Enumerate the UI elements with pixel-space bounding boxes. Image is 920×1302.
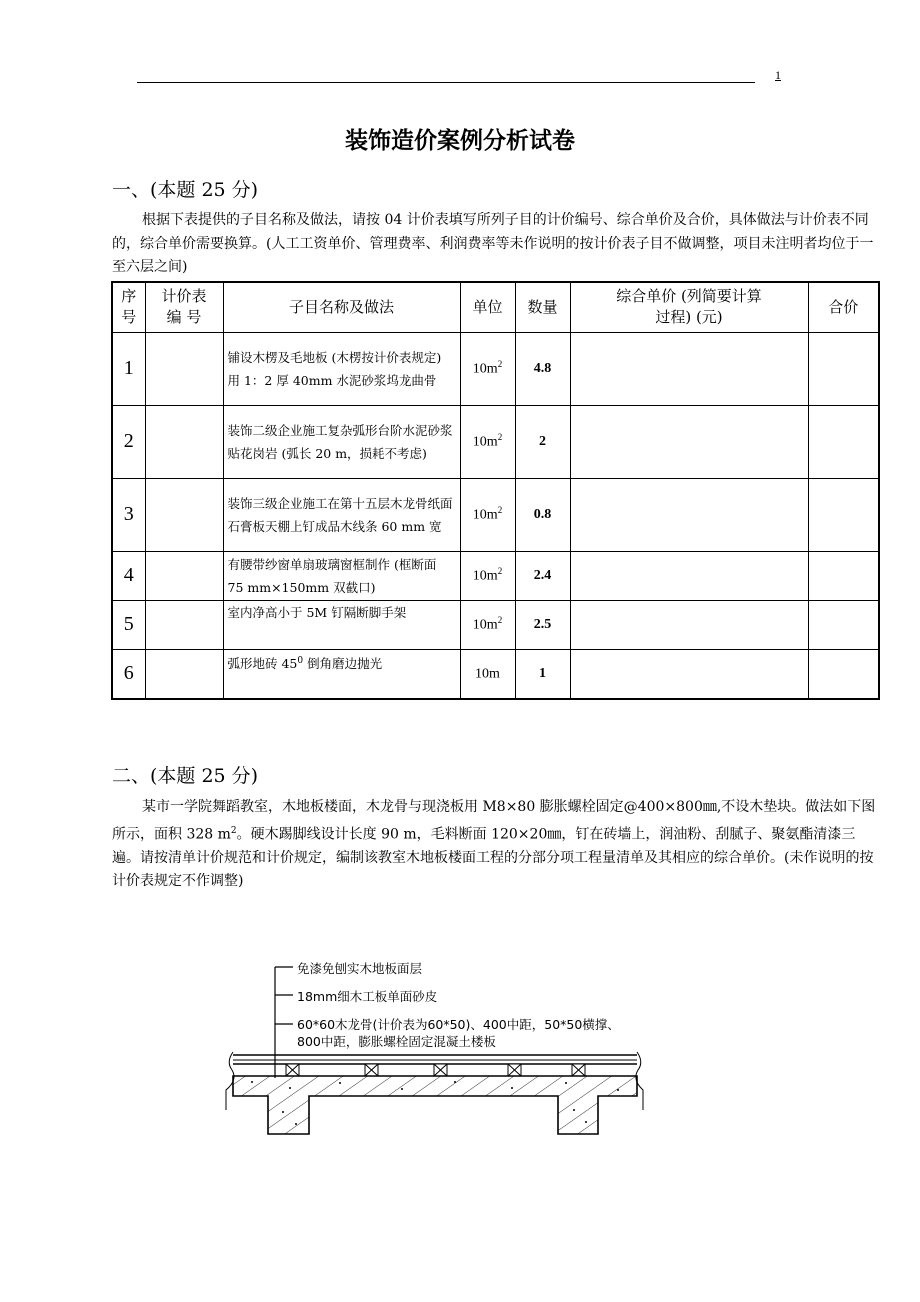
unit-cell: $10m^2$ — [460, 332, 515, 405]
qty-cell: 0.8 — [515, 478, 570, 551]
section2-paragraph: 某市一学院舞蹈教室，木地板楼面，木龙骨与现浇板用 M8×80 膨胀螺栓固定@400×800㎜,不设木垫块。做法如下图所示，面积 328 $m^2$。硬木踢脚线设计长度 90 m，毛料断面 120×20㎜，钉在砖墙上，润油粉、刮腻子、聚氨酯清漆三遍。请按清单计价规范和计价规定，编制该教室木地板楼面工程的分部分项工程量清单及其相应的综合单价。(未作说明的按计价表规定不作调整) — [112, 799, 876, 890]
item-name: 铺设木楞及毛地板 (木楞按计价表规定) 用 1：2 厚 40mm 水泥砂浆坞龙曲骨 — [223, 332, 460, 405]
wood-joists — [286, 1064, 585, 1076]
unit-cell: $10m^2$ — [460, 600, 515, 649]
item-name: 装饰三级企业施工在第十五层木龙骨纸面石膏板天棚上钉成品木线条 60 mm 宽 — [223, 478, 460, 551]
leader-lines — [275, 967, 293, 1078]
row-no: 4 — [112, 551, 145, 600]
qty-cell: 4.8 — [515, 332, 570, 405]
qty-cell: 2.4 — [515, 551, 570, 600]
col-name-header: 子目名称及做法 — [223, 282, 460, 332]
col-unit-header: 单位 — [460, 282, 515, 332]
item-name: 弧形地砖 $45^0$ 倒角磨边抛光 — [223, 649, 460, 699]
row-no: 3 — [112, 478, 145, 551]
row-no: 5 — [112, 600, 145, 649]
page-title: 装饰造价案例分析试卷 — [345, 128, 575, 154]
item-name: 室内净高小于 5M 钉隔断脚手架 — [223, 600, 460, 649]
label-joist-spec: 60*60木龙骨(计价表为60*50)、400中距，50*50横撑、 800中距，膨胀螺栓固定混凝土楼板 — [297, 1017, 620, 1049]
unit-cell: $10m^2$ — [460, 551, 515, 600]
page-number: 1 — [775, 68, 781, 82]
col-qty-header: 数量 — [515, 282, 570, 332]
col-price-header: 综合单价 (列简要计算 过程) (元) — [570, 282, 808, 332]
unit-cell: $10m^2$ — [460, 478, 515, 551]
item-name: 有腰带纱窗单扇玻璃窗框制作 (框断面 75 mm×150mm 双截口) — [223, 551, 460, 600]
concrete-slab — [233, 1076, 637, 1134]
section1-heading: 一、(本题 25 分) — [112, 179, 259, 201]
qty-cell: 1 — [515, 649, 570, 699]
qty-cell: 2.5 — [515, 600, 570, 649]
section1-paragraph: 根据下表提供的子目名称及做法，请按 04 计价表填写所列子目的计价编号、综合单价及合价，具体做法与计价表不同的，综合单价需要换算。(人工工资单价、管理费率、利润费率等未作说明的按计价表子目不做调整，项目未注明者均位于一至六层之间) — [112, 212, 874, 275]
col-code-header: 计价表 编 号 — [145, 282, 223, 332]
qty-cell: 2 — [515, 405, 570, 478]
row-no: 6 — [112, 649, 145, 699]
label-plywood-layer: 18mm细木工板单面砂皮 — [297, 989, 438, 1004]
floor-layers — [233, 1055, 637, 1064]
row-no: 2 — [112, 405, 145, 478]
unit-cell: $10m^2$ — [460, 405, 515, 478]
col-total-header: 合价 — [808, 282, 879, 332]
col-no-header: 序 号 — [112, 282, 145, 332]
row-no: 1 — [112, 332, 145, 405]
section2-heading: 二、(本题 25 分) — [112, 765, 259, 787]
label-floor-surface: 免漆免刨实木地板面层 — [297, 961, 423, 976]
unit-cell: 10m — [460, 649, 515, 699]
item-name: 装饰二级企业施工复杂弧形台阶水泥砂浆贴花岗岩 (弧长 20 m，损耗不考虑) — [223, 405, 460, 478]
